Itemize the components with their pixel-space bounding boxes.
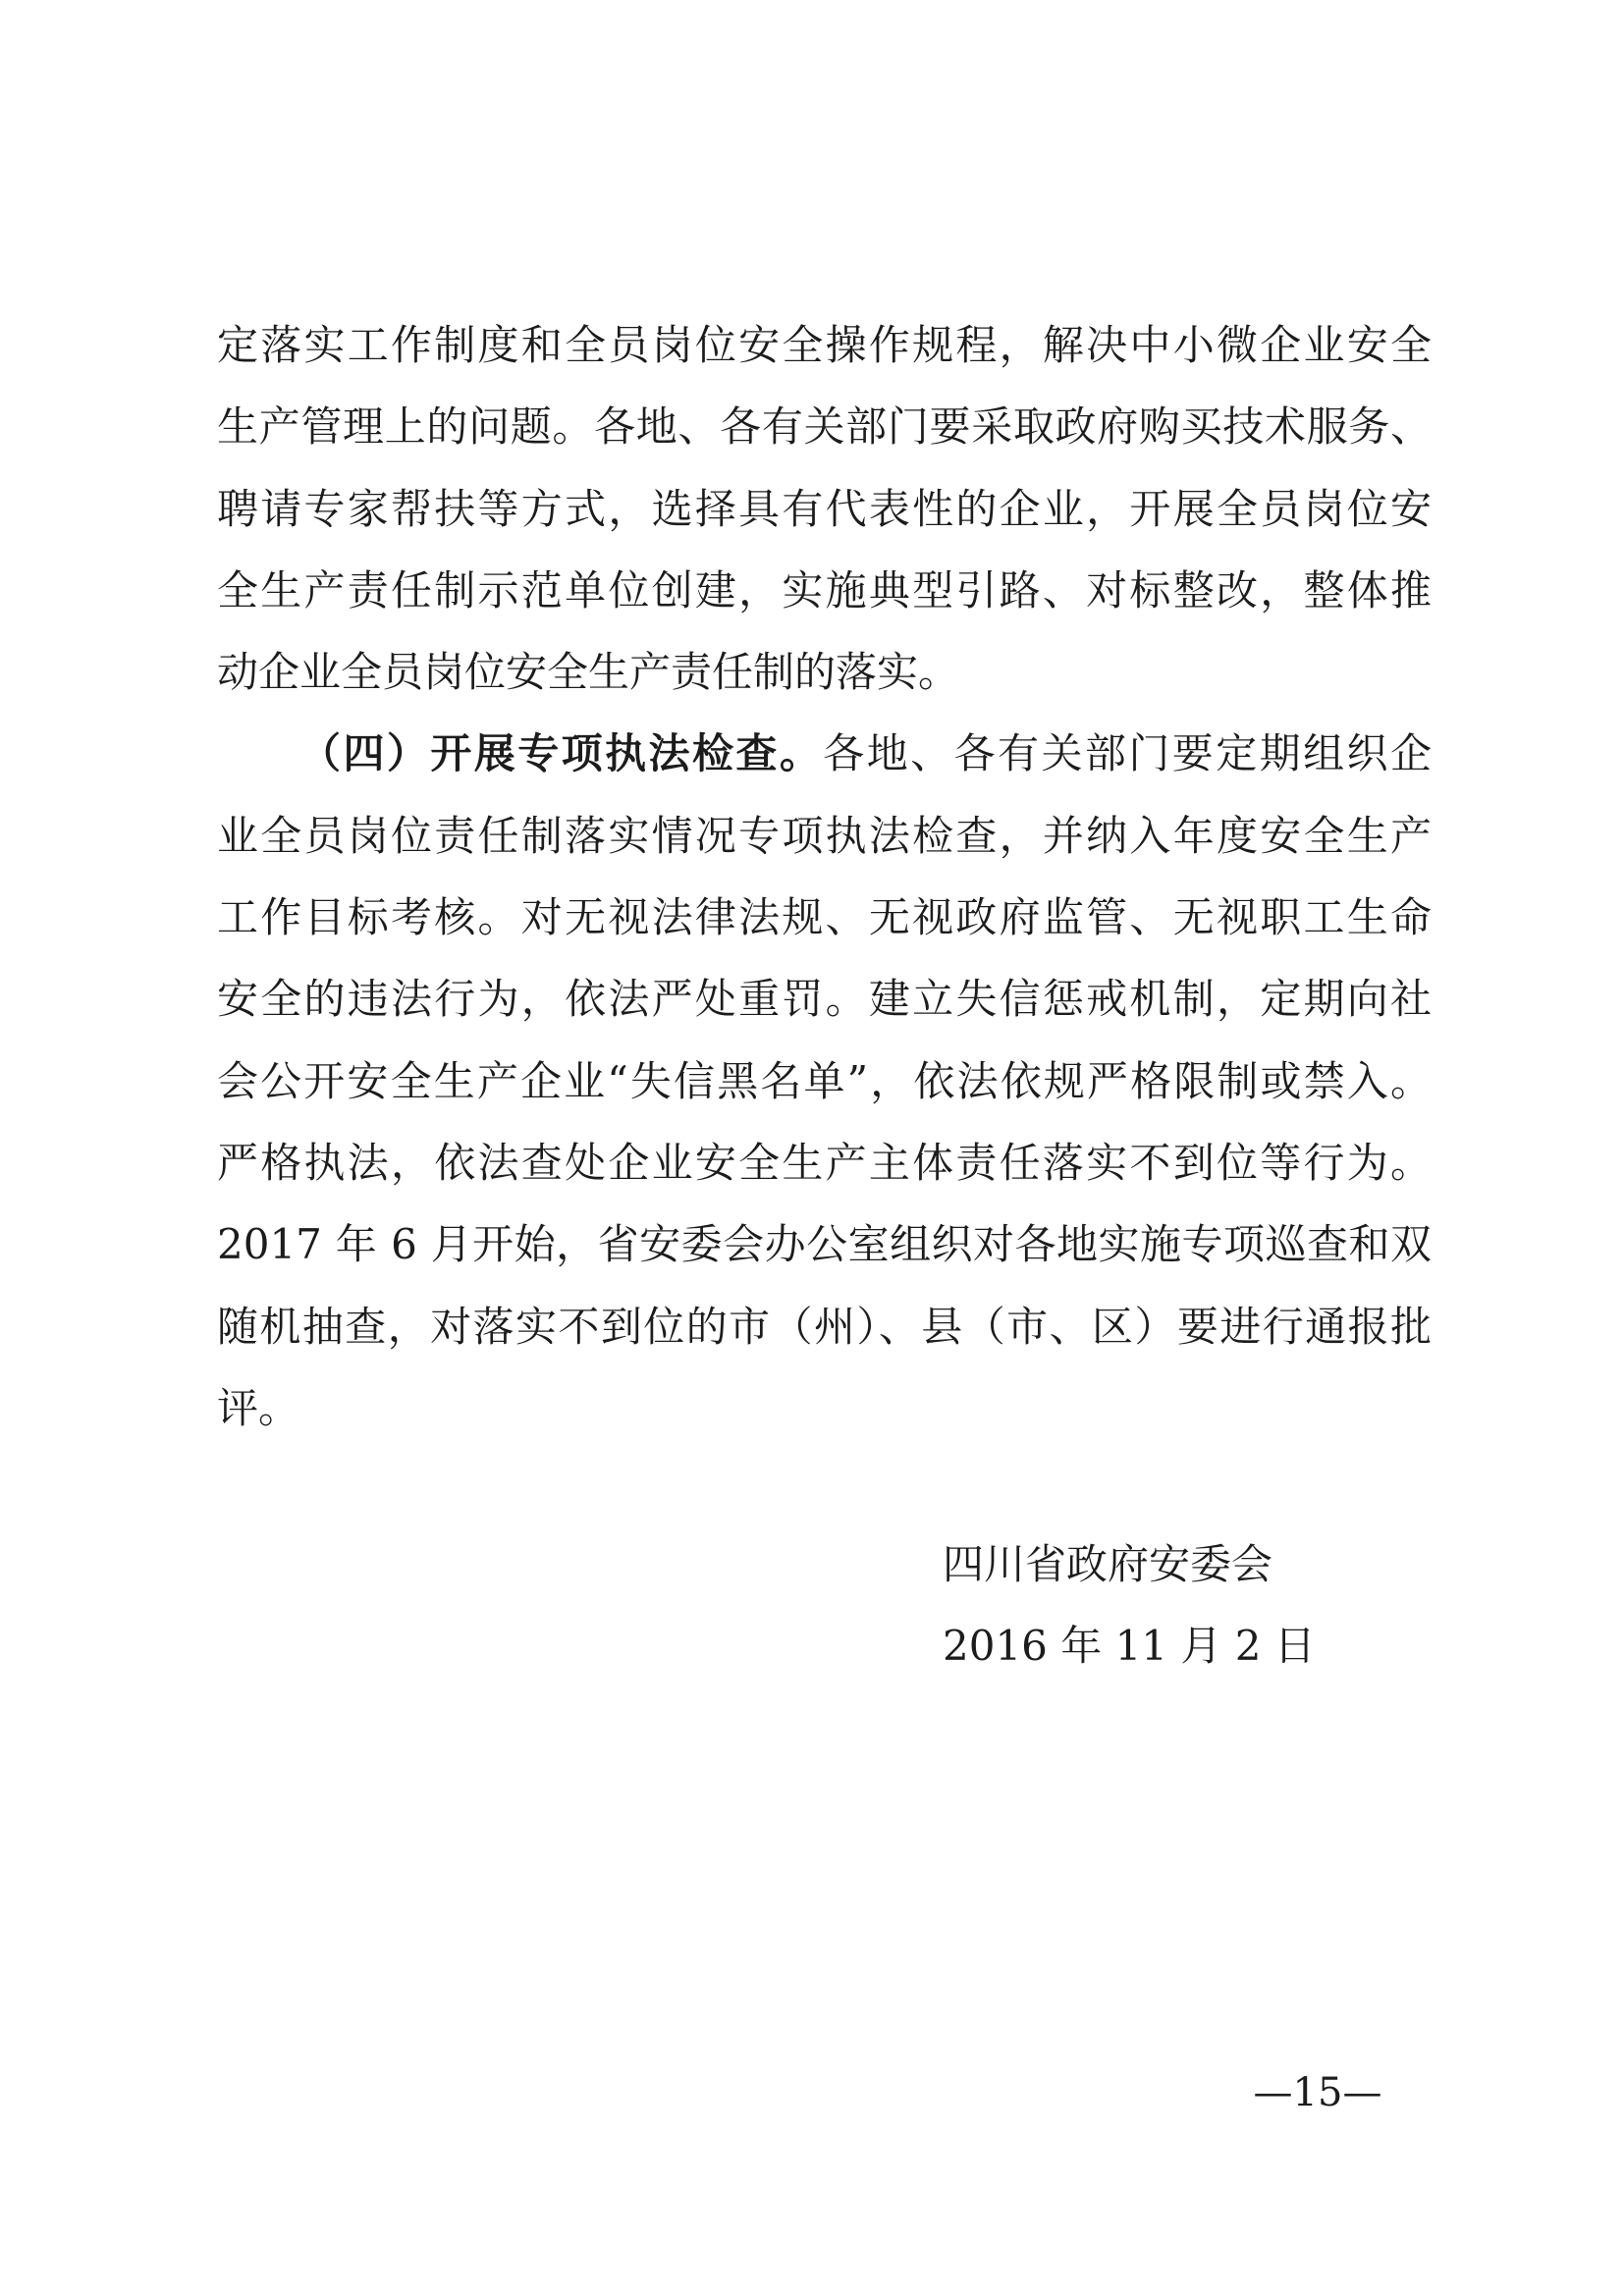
issue-date: 2016 年 11 月 2 日 xyxy=(943,1622,1316,1670)
body-line: 评。 xyxy=(217,1383,300,1432)
section-first-line xyxy=(217,713,1432,794)
document-body xyxy=(217,304,1432,1449)
body-line: 安全的违法行为，依法严处重罚。建立失信惩戒机制，定期向社 xyxy=(217,975,1432,1024)
body-line: 会公开安全生产企业“失信黑名单”，依法依规严格限制或禁入。 xyxy=(217,1056,1432,1105)
issuer-name: 四川省政府安委会 xyxy=(943,1540,1273,1588)
body-line: 生产管理上的问题。各地、各有关部门要采取政府购买技术服务、 xyxy=(217,402,1432,452)
body-line: 工作目标考核。对无视法律法规、无视政府监管、无视职工生命 xyxy=(217,893,1432,942)
body-line: 定落实工作制度和全员岗位安全操作规程，解决中小微企业安全 xyxy=(217,321,1432,369)
body-line: 严格执法，依法查处企业安全生产主体责任落实不到位等行为。 xyxy=(217,1138,1432,1187)
body-line-text: 各地、各有关部门要定期组织企 xyxy=(823,729,1432,778)
body-line: 动企业全员岗位安全生产责任制的落实。 xyxy=(217,648,960,697)
body-line: 随机抽查，对落实不到位的市（州）、县（市、区）要进行通报批 xyxy=(217,1302,1432,1351)
body-line: 业全员岗位责任制落实情况专项执法检查，并纳入年度安全生产 xyxy=(217,811,1432,860)
body-line: 2017 年 6 月开始，省安委会办公室组织对各地实施专项巡查和双 xyxy=(217,1220,1432,1269)
body-line: 全生产责任制示范单位创建，实施典型引路、对标整改，整体推 xyxy=(217,565,1432,614)
body-line: 聘请专家帮扶等方式，选择具有代表性的企业，开展全员岗位安 xyxy=(217,484,1432,533)
page-number: —15— xyxy=(1253,2070,1382,2115)
section-heading: （四）开展专项执法检查。 xyxy=(299,729,824,778)
